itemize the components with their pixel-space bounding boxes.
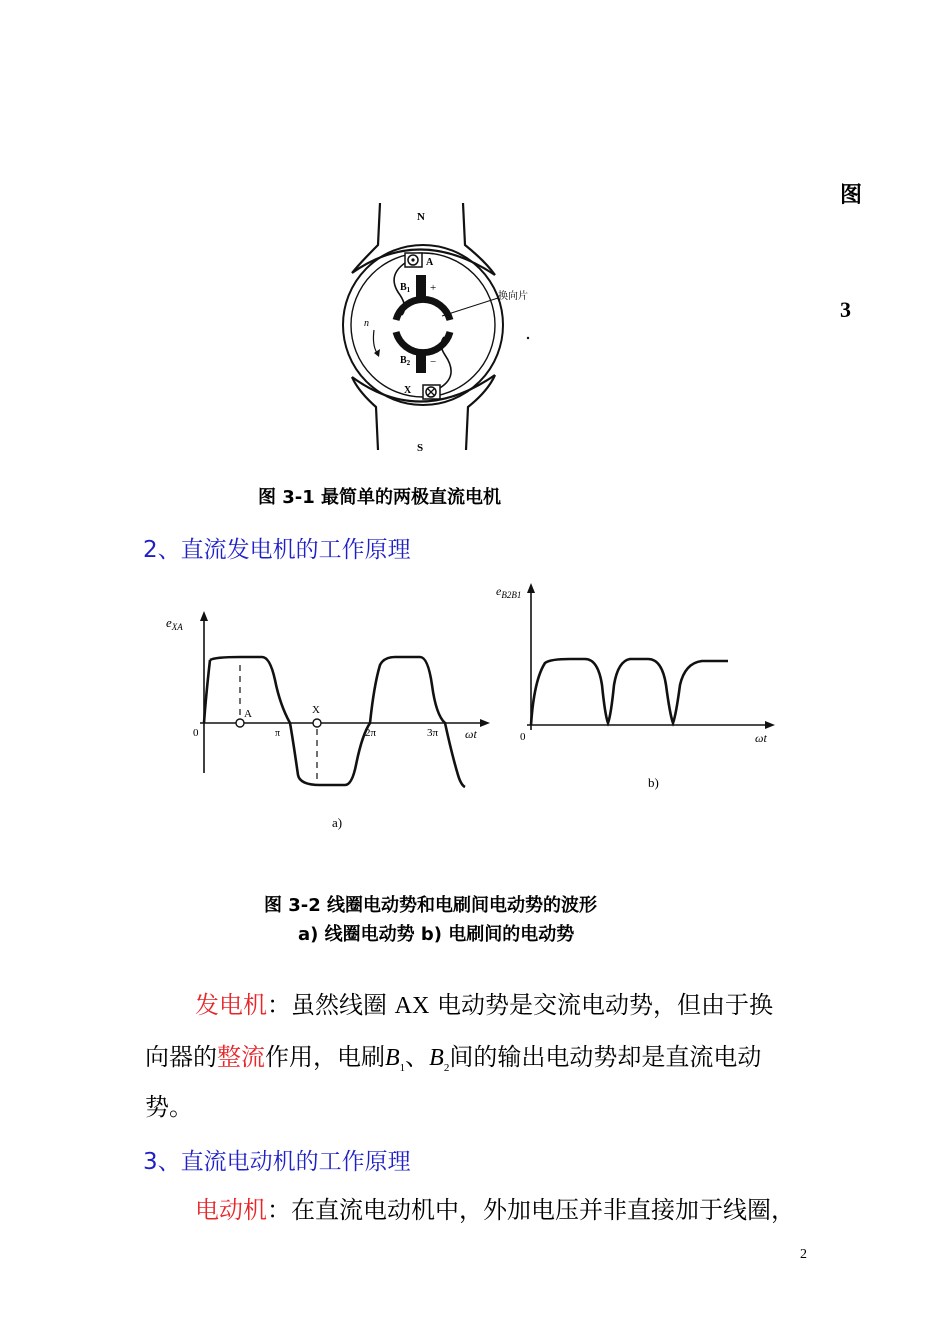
origin-label: 0 <box>520 731 526 743</box>
coil-emf-waveform <box>160 605 500 835</box>
brush-emf-curve <box>531 659 728 725</box>
margin-note-number: 3 <box>840 297 851 322</box>
page-number: 2 <box>800 1247 807 1262</box>
symbol-b1: $B_1$ <box>385 1045 406 1074</box>
brush-b1 <box>416 275 426 297</box>
label-x: X <box>404 385 412 396</box>
y-axis-label: $e_{XA}$ <box>166 615 183 632</box>
dc-machine-diagram <box>330 195 560 460</box>
label-n: n <box>364 318 369 329</box>
paragraph-1-line-2: 向器的整流作用，电刷$B_1$、$B_2$间的输出电动势却是直流电动 <box>145 1043 762 1074</box>
label-a: A <box>426 257 434 268</box>
label-minus: − <box>430 356 437 368</box>
figure-3-2-caption: 图 3-2 线圈电动势和电刷间电动势的波形 <box>264 895 598 916</box>
point-x-marker <box>313 719 321 727</box>
label-plus: + <box>430 282 437 294</box>
paragraph-2-line-1: 电动机：在直流电动机中，外加电压并非直接加于线圈， <box>195 1196 795 1224</box>
brush-emf-waveform <box>490 575 790 805</box>
figure-3-1-caption: 图 3-1 最简单的两极直流电机 <box>258 487 502 508</box>
point-x-label: X <box>312 704 320 716</box>
tick-pi: π <box>275 728 281 739</box>
section-2-heading: 2、直流发电机的工作原理 <box>143 537 411 563</box>
tick-3pi: 3π <box>427 727 439 739</box>
x-axis-label: ωt <box>465 727 477 741</box>
tick-2pi: 2π <box>365 727 377 739</box>
term-generator: 发电机 <box>195 991 267 1019</box>
paragraph-1-line-1: 发电机：虽然线圈 AX 电动势是交流电动势，但由于换 <box>195 991 773 1019</box>
origin-label: 0 <box>193 727 199 739</box>
section-3-heading: 3、直流电动机的工作原理 <box>143 1149 411 1175</box>
term-motor: 电动机 <box>195 1196 267 1224</box>
label-south: S <box>417 442 424 454</box>
subfigure-b-label: b) <box>648 775 659 790</box>
label-b1: $B_1$ <box>400 282 411 294</box>
label-b2: $B_2$ <box>400 355 411 367</box>
point-a-marker <box>236 719 244 727</box>
paragraph-1-line-3: 势。 <box>145 1093 193 1121</box>
subfigure-a-label: a) <box>332 815 343 830</box>
point-a-label: A <box>244 708 252 720</box>
coil-emf-curve <box>210 657 465 787</box>
label-north: N <box>417 211 425 223</box>
figure-3-2-subcaption: a) 线圈电动势 b) 电刷间的电动势 <box>298 924 575 945</box>
x-axis-label: ωt <box>755 731 767 745</box>
term-rectification: 整流 <box>217 1043 265 1071</box>
label-commutator: 换向片 <box>498 291 528 302</box>
symbol-b2: $B_2$ <box>429 1045 450 1074</box>
brush-b2 <box>416 353 426 373</box>
margin-note-figure: 图 <box>840 182 863 207</box>
y-axis-label: $e_{B2B1}$ <box>496 584 522 600</box>
